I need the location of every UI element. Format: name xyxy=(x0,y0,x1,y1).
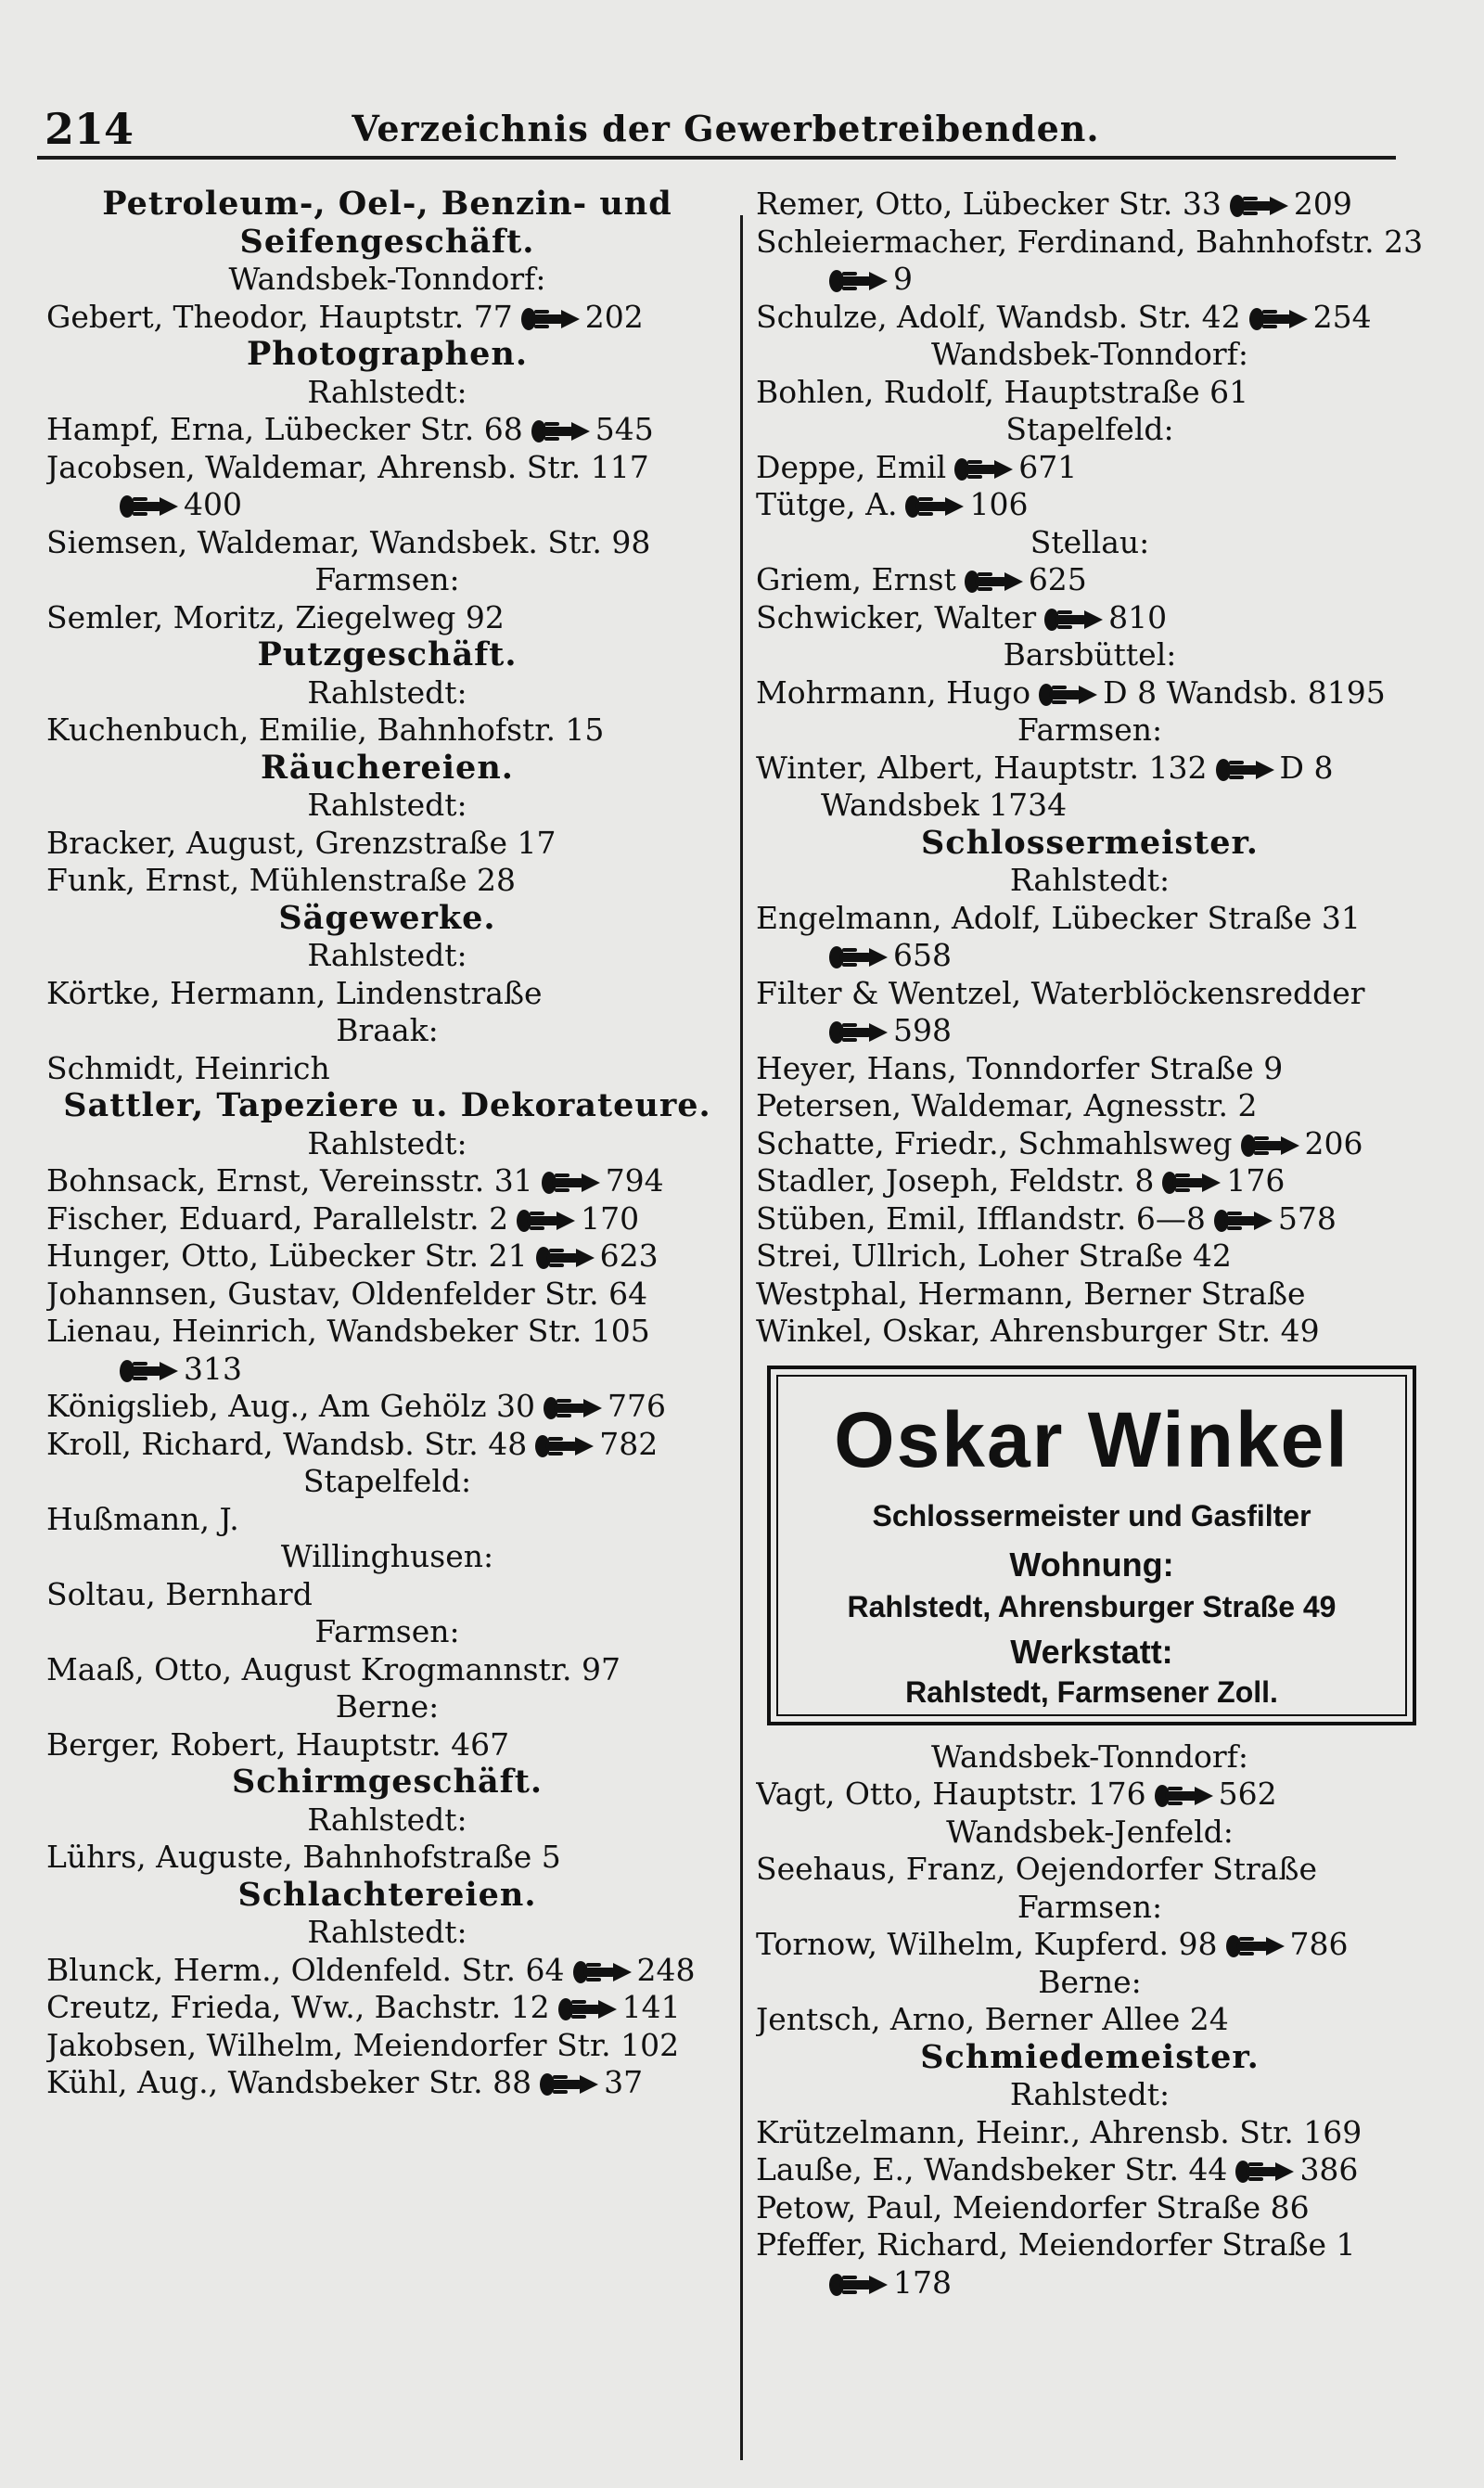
entry-text: Rahlstedt: xyxy=(1009,2076,1171,2112)
entry-text: Berne: xyxy=(1038,1963,1142,2000)
telephone-hand-icon xyxy=(531,416,592,442)
directory-entry xyxy=(46,862,728,900)
phone-number: 9 xyxy=(893,261,913,297)
locality-heading xyxy=(46,1463,728,1501)
directory-entry xyxy=(756,975,1424,1013)
phone-number: 776 xyxy=(607,1388,666,1424)
directory-entry xyxy=(756,787,1424,825)
locality-heading xyxy=(756,1964,1424,2002)
locality-heading xyxy=(46,261,728,299)
phone-number: 810 xyxy=(1108,598,1168,635)
entry-text: Winkel, Oskar, Ahrensburger Str. 49 xyxy=(756,1313,1320,1349)
advertisement-oskar-winkel xyxy=(767,1366,1416,1725)
directory-entry xyxy=(756,299,1424,337)
directory-entry xyxy=(756,561,1424,599)
page-header xyxy=(37,100,1396,160)
phone-number: D 8 xyxy=(1279,749,1334,786)
telephone-hand-icon xyxy=(1229,190,1290,216)
locality-heading xyxy=(46,674,728,712)
directory-entry xyxy=(756,261,1424,299)
locality-heading xyxy=(756,712,1424,750)
directory-entry xyxy=(46,1426,728,1464)
entry-text: Willinghusen: xyxy=(280,1538,494,1574)
entry-text: Bohnsack, Ernst, Vereinsstr. 31 xyxy=(46,1162,533,1199)
section-heading xyxy=(46,336,728,374)
entry-text: Maaß, Otto, August Krogmannstr. 97 xyxy=(46,1650,620,1687)
phone-number: 562 xyxy=(1218,1776,1277,1812)
entry-text: Schlachtereien. xyxy=(237,1876,537,1914)
entry-text: Heyer, Hans, Tonndorfer Straße 9 xyxy=(756,1049,1284,1086)
locality-heading xyxy=(46,374,728,412)
entry-text: Krützelmann, Heinr., Ahrensb. Str. 169 xyxy=(756,2113,1362,2150)
telephone-hand-icon xyxy=(539,2069,600,2095)
directory-entry xyxy=(756,937,1424,975)
entry-text: Königslieb, Aug., Am Gehölz 30 xyxy=(46,1388,535,1424)
directory-entry xyxy=(46,1238,728,1276)
directory-entry xyxy=(46,1651,728,1689)
right-column xyxy=(756,186,1424,2469)
section-heading xyxy=(46,1763,728,1802)
entry-text: Photographen. xyxy=(246,336,529,373)
ad-company-name: Oskar Winkel xyxy=(834,1395,1350,1483)
locality-heading xyxy=(46,1125,728,1163)
entry-text: Farmsen: xyxy=(1017,1888,1163,1925)
directory-entry xyxy=(756,2264,1424,2302)
section-heading xyxy=(46,750,728,788)
directory-entry xyxy=(46,599,728,637)
entry-text: Sattler, Tapeziere u. Dekorateure. xyxy=(63,1087,711,1124)
entry-text: Griem, Ernst xyxy=(756,561,956,597)
phone-number: 598 xyxy=(893,1012,952,1048)
phone-number: 782 xyxy=(599,1425,659,1462)
left-column xyxy=(46,186,728,2469)
entry-text: Funk, Ernst, Mühlenstraße 28 xyxy=(46,862,517,898)
ad-label-residence: Wohnung: xyxy=(1009,1545,1174,1584)
telephone-hand-icon xyxy=(828,1017,889,1043)
phone-number: 578 xyxy=(1277,1199,1337,1237)
phone-number: 176 xyxy=(1226,1162,1286,1199)
directory-entry xyxy=(46,299,728,337)
entry-text: Räuchereien. xyxy=(261,749,514,787)
entry-text: Schmidt, Heinrich xyxy=(46,1049,330,1086)
entry-text: Seifengeschäft. xyxy=(239,223,535,261)
locality-heading xyxy=(756,2076,1424,2114)
phone-number: 37 xyxy=(604,2064,644,2100)
phone-number: 400 xyxy=(184,486,242,522)
telephone-hand-icon xyxy=(964,566,1025,592)
entry-text: Stüben, Emil, Ifflandstr. 6—8 xyxy=(756,1199,1206,1237)
phone-number: 658 xyxy=(893,937,952,973)
directory-entry xyxy=(46,2064,728,2102)
entry-text: Schlossermeister. xyxy=(921,824,1259,862)
phone-number: 206 xyxy=(1304,1124,1363,1161)
section-heading xyxy=(756,825,1424,863)
entry-text: Kroll, Richard, Wandsb. Str. 48 xyxy=(46,1425,528,1462)
locality-heading xyxy=(756,636,1424,674)
entry-text: Stadler, Joseph, Feldstr. 8 xyxy=(756,1162,1155,1199)
entry-text: Stellau: xyxy=(1030,523,1150,560)
ad-subtitle: Schlossermeister und Gasfilter xyxy=(872,1498,1311,1533)
entry-text: Hampf, Erna, Lübecker Str. 68 xyxy=(46,411,523,447)
locality-heading xyxy=(46,1802,728,1840)
ad-address-residence: Rahlstedt, Ahrensburger Straße 49 xyxy=(847,1589,1337,1623)
entry-text: Deppe, Emil xyxy=(756,448,947,485)
entry-text: Rahlstedt: xyxy=(307,937,467,973)
phone-number: 170 xyxy=(581,1199,640,1237)
entry-text: Rahlstedt: xyxy=(307,787,467,823)
telephone-hand-icon xyxy=(1225,1930,1286,1956)
entry-text: Jakobsen, Wilhelm, Meiendorfer Str. 102 xyxy=(46,2026,680,2063)
phone-number: 313 xyxy=(184,1350,242,1387)
entry-text: Petow, Paul, Meiendorfer Straße 86 xyxy=(756,2188,1310,2225)
directory-entry xyxy=(756,224,1424,262)
entry-text: Soltau, Bernhard xyxy=(46,1575,313,1612)
entry-text: Rahlstedt: xyxy=(307,373,467,410)
entry-text: Berne: xyxy=(335,1688,440,1725)
telephone-hand-icon xyxy=(1154,1780,1215,1806)
directory-entry xyxy=(756,1276,1424,1314)
entry-text: Jacobsen, Waldemar, Ahrensb. Str. 117 xyxy=(46,448,649,485)
entry-text: Barsbüttel: xyxy=(1003,636,1177,673)
entry-text: Lienau, Heinrich, Wandsbeker Str. 105 xyxy=(46,1313,650,1349)
entry-text: Stapelfeld: xyxy=(302,1463,472,1499)
telephone-hand-icon xyxy=(1038,679,1099,705)
telephone-hand-icon xyxy=(828,2269,889,2295)
telephone-hand-icon xyxy=(828,265,889,291)
entry-text: Wandsbek-Tonndorf: xyxy=(930,336,1248,372)
directory-entry xyxy=(756,2114,1424,2152)
entry-text: Berger, Robert, Hauptstr. 467 xyxy=(46,1725,510,1763)
telephone-hand-icon xyxy=(828,942,889,968)
directory-entry xyxy=(756,1926,1424,1964)
directory-entry xyxy=(46,449,728,487)
entry-text: Schmiedemeister. xyxy=(920,2038,1260,2076)
entry-text: Westphal, Hermann, Berner Straße xyxy=(756,1275,1306,1312)
locality-heading xyxy=(756,411,1424,449)
section-heading xyxy=(46,636,728,674)
entry-text: Rahlstedt: xyxy=(1009,862,1171,898)
telephone-hand-icon xyxy=(119,1355,180,1381)
entry-text: Lauße, E., Wandsbeker Str. 44 xyxy=(756,2151,1228,2187)
entry-text: Lührs, Auguste, Bahnhofstraße 5 xyxy=(46,1839,561,1875)
directory-entry xyxy=(46,1989,728,2027)
locality-heading xyxy=(756,862,1424,900)
entry-text: Strei, Ullrich, Loher Straße 42 xyxy=(756,1238,1232,1274)
locality-heading xyxy=(46,937,728,975)
entry-text: Fischer, Eduard, Parallelstr. 2 xyxy=(46,1199,509,1237)
entry-text: Hußmann, J. xyxy=(46,1500,239,1537)
entry-text: Farmsen: xyxy=(1017,712,1163,748)
entry-text: Schulze, Adolf, Wandsb. Str. 42 xyxy=(756,298,1241,335)
telephone-hand-icon xyxy=(1235,2156,1296,2182)
directory-entry xyxy=(756,486,1424,524)
entry-text: Rahlstedt: xyxy=(307,1124,467,1161)
directory-entry xyxy=(46,712,728,750)
telephone-hand-icon xyxy=(543,1392,604,1418)
telephone-hand-icon xyxy=(541,1167,602,1193)
entry-text: Rahlstedt: xyxy=(307,1914,467,1950)
directory-entry xyxy=(46,1050,728,1088)
locality-heading xyxy=(756,1889,1424,1927)
locality-heading xyxy=(756,336,1424,374)
section-heading xyxy=(46,1877,728,1915)
telephone-hand-icon xyxy=(516,1205,577,1231)
directory-entry xyxy=(756,2151,1424,2189)
right-column-bottom-entries xyxy=(756,1738,1424,2302)
phone-number: 545 xyxy=(595,411,654,447)
phone-number: 202 xyxy=(584,298,644,335)
section-heading xyxy=(46,900,728,938)
entry-text: Farmsen: xyxy=(314,561,460,597)
ad-label-workshop: Werkstatt: xyxy=(1010,1632,1173,1671)
directory-entry xyxy=(756,1087,1424,1125)
telephone-hand-icon xyxy=(904,491,966,517)
entry-text: Wandsbek-Tonndorf: xyxy=(930,1738,1248,1775)
section-heading xyxy=(46,224,728,262)
phone-number: 106 xyxy=(969,486,1029,522)
locality-heading xyxy=(46,561,728,599)
telephone-hand-icon xyxy=(557,1994,619,2020)
entry-text: Braak: xyxy=(336,1012,439,1048)
telephone-hand-icon xyxy=(119,491,180,517)
section-heading xyxy=(46,186,728,224)
entry-text: Creutz, Frieda, Ww., Bachstr. 12 xyxy=(46,1989,550,2025)
phone-number: 623 xyxy=(599,1238,659,1274)
entry-text: Mohrmann, Hugo xyxy=(756,673,1031,711)
directory-entry xyxy=(756,1851,1424,1889)
entry-text: Putzgeschäft. xyxy=(257,636,518,673)
phone-number: 141 xyxy=(621,1989,681,2025)
directory-entry xyxy=(46,1576,728,1614)
entry-text: Stapelfeld: xyxy=(1005,411,1174,447)
entry-text: Remer, Otto, Lübecker Str. 33 xyxy=(756,186,1222,222)
telephone-hand-icon xyxy=(1248,303,1310,329)
phone-number: 254 xyxy=(1312,298,1372,335)
entry-text: Vagt, Otto, Hauptstr. 176 xyxy=(756,1776,1146,1812)
directory-entry xyxy=(46,1501,728,1539)
directory-entry xyxy=(46,411,728,449)
directory-entry xyxy=(46,1351,728,1389)
directory-entry xyxy=(46,1388,728,1426)
directory-entry xyxy=(756,900,1424,938)
directory-entry xyxy=(46,975,728,1013)
phone-number: D 8 Wandsb. 8195 xyxy=(1103,673,1386,711)
telephone-hand-icon xyxy=(534,1430,595,1456)
directory-entry xyxy=(46,486,728,524)
entry-text: Schatte, Friedr., Schmahlsweg xyxy=(756,1124,1233,1161)
directory-entry xyxy=(756,750,1424,788)
entry-text: Wandsbek 1734 xyxy=(821,787,1068,823)
entry-text: Johannsen, Gustav, Oldenfelder Str. 64 xyxy=(46,1275,648,1312)
entry-text: Blunck, Herm., Oldenfeld. Str. 64 xyxy=(46,1951,565,1988)
entry-text: Wandsbek-Tonndorf: xyxy=(228,261,546,297)
directory-entry xyxy=(756,1776,1424,1814)
directory-entry xyxy=(756,1200,1424,1238)
phone-number: 671 xyxy=(1018,448,1078,485)
locality-heading xyxy=(46,1688,728,1726)
phone-number: 786 xyxy=(1289,1926,1349,1962)
entry-text: Pfeffer, Richard, Meiendorfer Straße 1 xyxy=(756,2226,1356,2263)
entry-text: Körtke, Hermann, Lindenstraße xyxy=(46,974,543,1011)
entry-text: Kühl, Aug., Wandsbeker Str. 88 xyxy=(46,2064,532,2100)
entry-text: Semler, Moritz, Ziegelweg 92 xyxy=(46,598,505,635)
page-number: 214 xyxy=(45,104,134,154)
directory-entry xyxy=(46,1162,728,1200)
telephone-hand-icon xyxy=(953,454,1015,480)
telephone-hand-icon xyxy=(1240,1130,1301,1156)
entry-text: Sägewerke. xyxy=(278,899,496,937)
section-heading xyxy=(756,2039,1424,2077)
entry-text: Schleiermacher, Ferdinand, Bahnhofstr. 23 xyxy=(756,223,1424,260)
locality-heading xyxy=(46,1613,728,1651)
directory-entry xyxy=(46,2027,728,2065)
running-title: Verzeichnis der Gewerbetreibenden. xyxy=(352,108,1100,149)
entry-text: Farmsen: xyxy=(314,1613,460,1649)
directory-entry xyxy=(756,374,1424,412)
directory-entry xyxy=(756,599,1424,637)
entry-text: Bracker, August, Grenzstraße 17 xyxy=(46,824,556,861)
entry-text: Siemsen, Waldemar, Wandsbek. Str. 98 xyxy=(46,523,651,560)
entry-text: Schwicker, Walter xyxy=(756,598,1037,635)
entry-text: Engelmann, Adolf, Lübecker Straße 31 xyxy=(756,899,1361,936)
directory-entry xyxy=(756,1313,1424,1351)
directory-entry xyxy=(756,186,1424,224)
entry-text: Winter, Albert, Hauptstr. 132 xyxy=(756,749,1208,786)
column-divider xyxy=(740,215,743,2460)
phone-number: 625 xyxy=(1028,561,1087,597)
entry-text: Seehaus, Franz, Oejendorfer Straße xyxy=(756,1851,1317,1887)
directory-entry xyxy=(46,1276,728,1314)
directory-entry xyxy=(756,1162,1424,1200)
section-heading xyxy=(46,1087,728,1125)
directory-entry xyxy=(756,1238,1424,1276)
entry-text: Schirmgeschäft. xyxy=(231,1763,544,1801)
directory-entry xyxy=(756,2226,1424,2264)
directory-entry xyxy=(46,1839,728,1877)
telephone-hand-icon xyxy=(1161,1167,1222,1193)
directory-entry xyxy=(46,825,728,863)
entry-text: Gebert, Theodor, Hauptstr. 77 xyxy=(46,298,513,335)
locality-heading xyxy=(756,1738,1424,1776)
entry-text: Filter & Wentzel, Waterblöckensredder xyxy=(756,974,1365,1011)
directory-entry xyxy=(46,1952,728,1990)
telephone-hand-icon xyxy=(535,1242,596,1268)
directory-entry xyxy=(756,1050,1424,1088)
telephone-hand-icon xyxy=(572,1956,633,1982)
entry-text: Petroleum-, Oel-, Benzin- und xyxy=(102,186,672,223)
entry-text: Wandsbek-Jenfeld: xyxy=(946,1813,1234,1850)
phone-number: 209 xyxy=(1293,186,1352,222)
entry-text: Rahlstedt: xyxy=(307,1801,467,1838)
telephone-hand-icon xyxy=(1213,1205,1274,1231)
locality-heading xyxy=(46,1914,728,1952)
directory-entry xyxy=(756,1012,1424,1050)
telephone-hand-icon xyxy=(520,303,582,329)
ad-address-workshop: Rahlstedt, Farmsener Zoll. xyxy=(905,1674,1278,1709)
directory-entry xyxy=(46,524,728,562)
phone-number: 178 xyxy=(893,2264,952,2301)
entry-text: Rahlstedt: xyxy=(307,673,467,711)
telephone-hand-icon xyxy=(1215,754,1276,780)
directory-entry xyxy=(756,449,1424,487)
directory-entry xyxy=(46,1726,728,1764)
phone-number: 386 xyxy=(1299,2151,1359,2187)
locality-heading xyxy=(46,1538,728,1576)
locality-heading xyxy=(46,787,728,825)
directory-entry xyxy=(756,674,1424,712)
entry-text: Tornow, Wilhelm, Kupferd. 98 xyxy=(756,1926,1218,1962)
entry-text: Kuchenbuch, Emilie, Bahnhofstr. 15 xyxy=(46,712,605,748)
directory-entry xyxy=(46,1200,728,1238)
entry-text: Petersen, Waldemar, Agnesstr. 2 xyxy=(756,1087,1258,1123)
telephone-hand-icon xyxy=(1043,604,1105,630)
entry-text: Tütge, A. xyxy=(756,486,898,522)
directory-entry xyxy=(756,2189,1424,2227)
directory-entry xyxy=(756,2001,1424,2039)
locality-heading xyxy=(46,1012,728,1050)
directory-entry xyxy=(756,1125,1424,1163)
phone-number: 794 xyxy=(605,1162,664,1199)
entry-text: Jentsch, Arno, Berner Allee 24 xyxy=(756,2001,1229,2037)
locality-heading xyxy=(756,1814,1424,1852)
directory-entry xyxy=(46,1313,728,1351)
phone-number: 248 xyxy=(636,1951,696,1988)
entry-text: Bohlen, Rudolf, Hauptstraße 61 xyxy=(756,373,1249,410)
entry-text: Hunger, Otto, Lübecker Str. 21 xyxy=(46,1238,528,1274)
right-column-top-entries xyxy=(756,186,1424,1351)
locality-heading xyxy=(756,524,1424,562)
